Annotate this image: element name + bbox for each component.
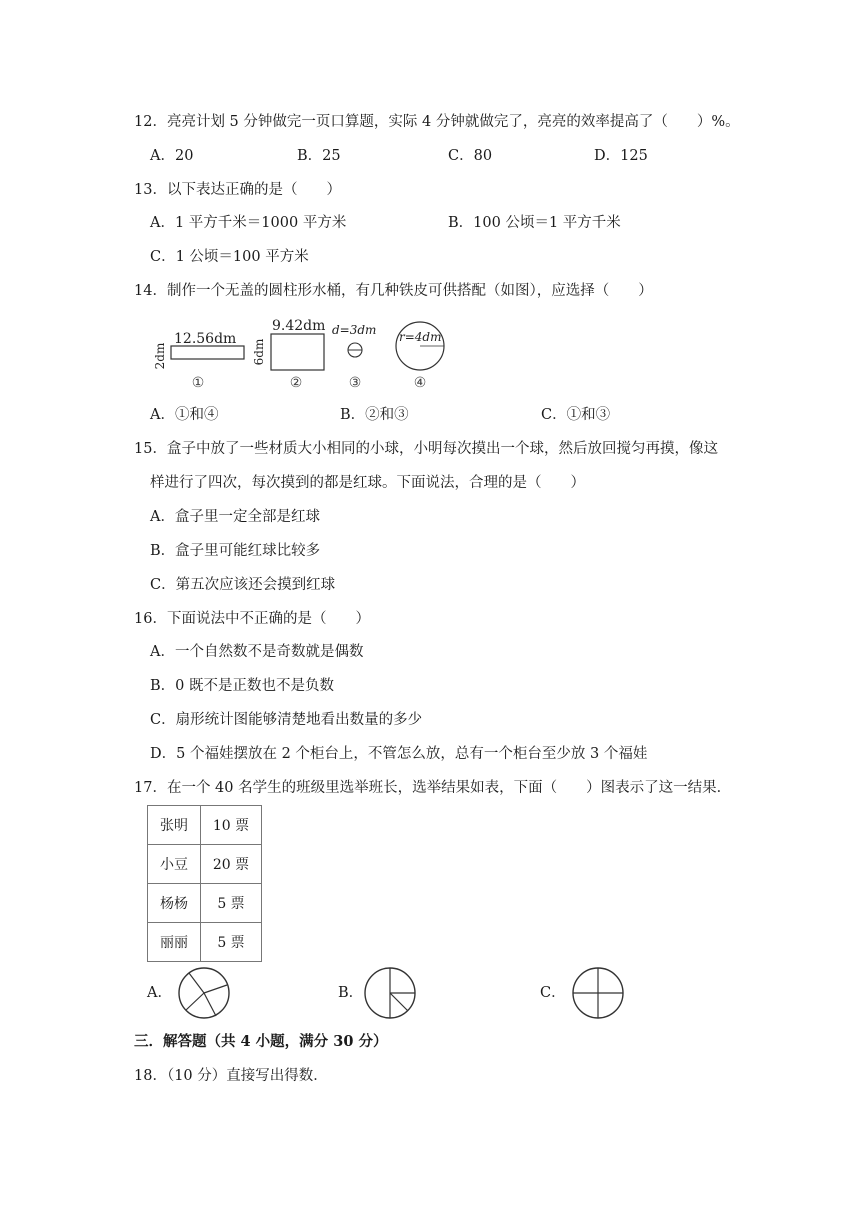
q17-option-a: A． bbox=[147, 985, 172, 1001]
q16-option-d: D．5 个福娃摆放在 2 个柜台上，不管怎么放，总有一个柜台至少放 3 个福娃 bbox=[150, 746, 648, 762]
figure-3-circle bbox=[332, 323, 376, 391]
figure-2-rectangle bbox=[252, 318, 325, 391]
figure-1-height-label: 2dm bbox=[153, 342, 167, 370]
q14-option-b: B．②和③ bbox=[340, 407, 409, 423]
candidate-name: 张明 bbox=[148, 806, 201, 845]
q16-option-b: B．0 既不是正数也不是负数 bbox=[150, 678, 334, 694]
q17-stem: 17．在一个 40 名学生的班级里选举班长，选举结果如表，下面（ ）图表示了这一结果． bbox=[134, 780, 732, 796]
q17-pie-c bbox=[570, 965, 626, 1021]
candidate-name: 杨杨 bbox=[148, 884, 201, 923]
q12-option-c: C．80 bbox=[448, 148, 493, 164]
q15-option-b: B．盒子里可能红球比较多 bbox=[150, 543, 321, 559]
table-row bbox=[148, 845, 262, 884]
section-3-heading: 三．解答题（共 4 小题，满分 30 分） bbox=[134, 1033, 388, 1050]
q13-option-a: A．1 平方千米＝1000 平方米 bbox=[150, 215, 347, 231]
figure-1-rectangle bbox=[153, 331, 244, 391]
q12-option-a: A．20 bbox=[150, 148, 194, 164]
q12-stem: 12．亮亮计划 5 分钟做完一页口算题，实际 4 分钟就做完了，亮亮的效率提高了（ ）%。 bbox=[134, 114, 740, 130]
figure-4-number: ④ bbox=[413, 375, 427, 391]
q17-option-c: C． bbox=[540, 985, 566, 1001]
figure-3-number: ③ bbox=[348, 375, 362, 391]
figure-4-circle bbox=[396, 322, 444, 391]
q13-option-c: C．1 公顷＝100 平方米 bbox=[150, 249, 309, 265]
q15-stem-line1: 15．盒子中放了一些材质大小相同的小球，小明每次摸出一个球，然后放回搅匀再摸，像这 bbox=[134, 441, 718, 457]
q15-option-a: A．盒子里一定全部是红球 bbox=[150, 509, 320, 525]
q14-figure bbox=[150, 310, 450, 392]
q17-pie-b bbox=[362, 965, 418, 1021]
vote-table bbox=[147, 805, 262, 962]
figure-3-label: d=3dm bbox=[332, 323, 377, 337]
candidate-name: 丽丽 bbox=[148, 923, 201, 962]
vote-count: 5 票 bbox=[201, 884, 262, 923]
figure-2-width-label: 9.42dm bbox=[272, 318, 326, 334]
q13-stem: 13．以下表达正确的是（ ） bbox=[134, 182, 341, 198]
q17-option-b: B． bbox=[338, 985, 364, 1001]
q13-option-b: B．100 公顷＝1 平方千米 bbox=[448, 215, 621, 231]
q16-option-a: A．一个自然数不是奇数就是偶数 bbox=[150, 644, 364, 660]
q17-pie-a bbox=[176, 965, 232, 1021]
q18-stem: 18．（10 分）直接写出得数． bbox=[134, 1068, 328, 1084]
q14-stem: 14．制作一个无盖的圆柱形水桶，有几种铁皮可供搭配（如图），应选择（ ） bbox=[134, 283, 653, 299]
table-row bbox=[148, 884, 262, 923]
figure-4-label: r=4dm bbox=[399, 330, 442, 344]
table-row bbox=[148, 806, 262, 845]
q12-option-d: D．125 bbox=[594, 148, 648, 164]
candidate-name: 小豆 bbox=[148, 845, 201, 884]
q14-option-c: C．①和③ bbox=[541, 407, 611, 423]
q15-option-c: C．第五次应该还会摸到红球 bbox=[150, 577, 336, 593]
q12-option-b: B．25 bbox=[297, 148, 341, 164]
vote-count: 10 票 bbox=[201, 806, 262, 845]
vote-count: 20 票 bbox=[201, 845, 262, 884]
q15-stem-line2: 样进行了四次，每次摸到的都是红球。下面说法，合理的是（ ） bbox=[150, 475, 585, 491]
q16-option-c: C．扇形统计图能够清楚地看出数量的多少 bbox=[150, 712, 423, 728]
figure-1-number: ① bbox=[191, 375, 205, 391]
vote-count: 5 票 bbox=[201, 923, 262, 962]
table-row bbox=[148, 923, 262, 962]
figure-1-width-label: 12.56dm bbox=[174, 331, 237, 347]
figure-2-height-label: 6dm bbox=[252, 338, 266, 366]
q14-option-a: A．①和④ bbox=[150, 407, 219, 423]
figure-2-number: ② bbox=[289, 375, 303, 391]
q16-stem: 16．下面说法中不正确的是（ ） bbox=[134, 611, 370, 627]
